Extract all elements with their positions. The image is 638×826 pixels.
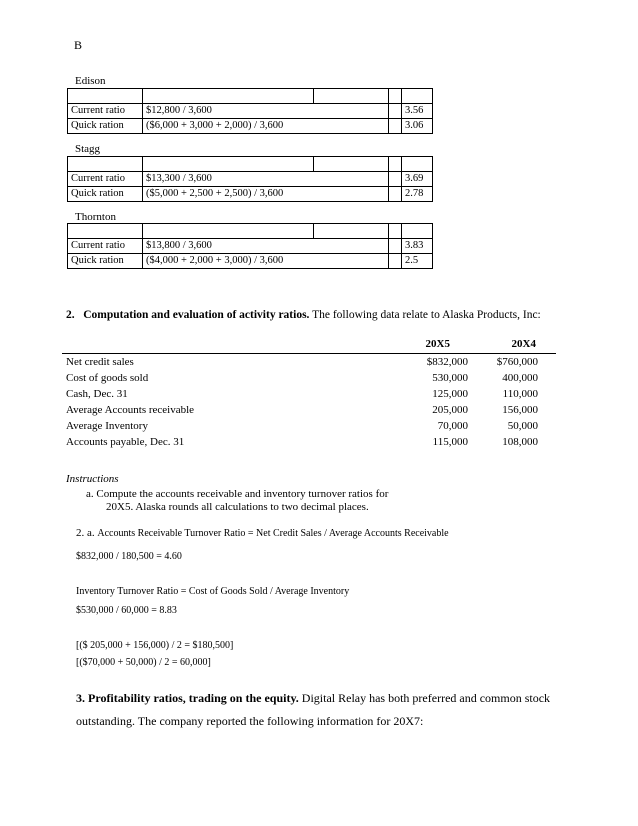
table-row [68, 157, 433, 172]
table-row [68, 172, 433, 187]
ar-turnover-formula [76, 527, 449, 539]
value-20x5: 205,000 [432, 404, 468, 416]
average-ar-calc: [($ 205,000 + 156,000) / 2 = $180,500] [76, 640, 234, 651]
ratio-table-thornton [67, 223, 433, 269]
question-3-line2: outstanding. The company reported the following information for 20X7: [76, 714, 424, 728]
table-row [66, 404, 538, 418]
row-label: Cost of goods sold [66, 372, 149, 384]
value-20x5: $832,000 [426, 356, 468, 368]
question-number: 2. [66, 309, 75, 321]
inventory-turnover-formula: Inventory Turnover Ratio = Cost of Goods Sold / Average Inventory [76, 586, 350, 597]
instructions-heading: Instructions [66, 473, 119, 485]
ratio-formula: $13,800 / 3,600 [143, 239, 389, 254]
column-header-20x4: 20X4 [511, 338, 536, 350]
value-20x5: 70,000 [437, 420, 468, 432]
inventory-turnover-calc: $530,000 / 60,000 = 8.83 [76, 605, 177, 616]
company-name-thornton: Thornton [75, 211, 116, 223]
table-row [66, 372, 538, 386]
table-row [68, 89, 433, 104]
company-name-edison: Edison [75, 75, 106, 87]
ratio-result: 3.69 [402, 172, 433, 187]
table-row [68, 239, 433, 254]
value-20x4: 156,000 [502, 404, 538, 416]
instruction-a-line2: 20X5. Alaska rounds all calculations to two decimal places. [106, 501, 369, 513]
solution-prefix: 2. a. [76, 527, 95, 539]
table-row [68, 119, 433, 134]
table-rule [62, 353, 556, 354]
value-20x4: 108,000 [502, 436, 538, 448]
ratio-formula: ($5,000 + 2,500 + 2,500) / 3,600 [143, 187, 389, 202]
table-row [66, 388, 538, 402]
ratio-result: 3.56 [402, 104, 433, 119]
ratio-formula: $12,800 / 3,600 [143, 104, 389, 119]
ratio-label: Current ratio [68, 172, 143, 187]
ratio-table-stagg [67, 156, 433, 202]
value-20x4: 50,000 [507, 420, 538, 432]
instruction-a-line1: a. Compute the accounts receivable and inventory turnover ratios for [86, 488, 389, 500]
ratio-label: Quick ration [68, 254, 143, 269]
column-header-20x5: 20X5 [425, 338, 450, 350]
table-row [66, 356, 538, 370]
ratio-formula: ($6,000 + 3,000 + 2,000) / 3,600 [143, 119, 389, 134]
value-20x5: 125,000 [432, 388, 468, 400]
row-label: Average Accounts receivable [66, 404, 195, 416]
row-label: Cash, Dec. 31 [66, 388, 128, 400]
ratio-label: Current ratio [68, 104, 143, 119]
ratio-formula: ($4,000 + 2,000 + 3,000) / 3,600 [143, 254, 389, 269]
ratio-label: Current ratio [68, 239, 143, 254]
table-row [68, 104, 433, 119]
row-label: Net credit sales [66, 356, 134, 368]
ratio-result: 3.83 [402, 239, 433, 254]
row-label: Accounts payable, Dec. 31 [66, 436, 185, 448]
part-letter: B [74, 38, 83, 52]
ratio-label: Quick ration [68, 119, 143, 134]
table-row [68, 224, 433, 239]
table-row [68, 254, 433, 269]
ratio-formula: $13,300 / 3,600 [143, 172, 389, 187]
table-row [66, 436, 538, 450]
data-table-header [66, 338, 538, 352]
ratio-result: 2.78 [402, 187, 433, 202]
ratio-result: 3.06 [402, 119, 433, 134]
question-3-text: Digital Relay has both preferred and common stock [301, 691, 551, 705]
question-title: Computation and evaluation of activity ratios. [83, 309, 310, 321]
formula-text: Accounts Receivable Turnover Ratio = Net Credit Sales / Average Accounts Receivable [97, 528, 449, 539]
value-20x5: 115,000 [432, 436, 468, 448]
average-inventory-calc: [($70,000 + 50,000) / 2 = 60,000] [76, 657, 211, 668]
company-name-stagg: Stagg [75, 143, 101, 155]
ar-turnover-calc: $832,000 / 180,500 = 4.60 [76, 551, 182, 562]
question-3-line1 [76, 691, 550, 706]
ratio-label: Quick ration [68, 187, 143, 202]
table-row [68, 187, 433, 202]
question-2-heading [66, 309, 541, 321]
value-20x4: 400,000 [502, 372, 538, 384]
value-20x4: $760,000 [496, 356, 538, 368]
ratio-table-edison [67, 88, 433, 134]
value-20x4: 110,000 [502, 388, 538, 400]
question-intro: The following data relate to Alaska Products, Inc: [312, 309, 541, 321]
row-label: Average Inventory [66, 420, 148, 432]
question-3-title: 3. Profitability ratios, trading on the equity. [76, 691, 299, 705]
table-row [66, 420, 538, 434]
ratio-result: 2.5 [402, 254, 433, 269]
value-20x5: 530,000 [432, 372, 468, 384]
